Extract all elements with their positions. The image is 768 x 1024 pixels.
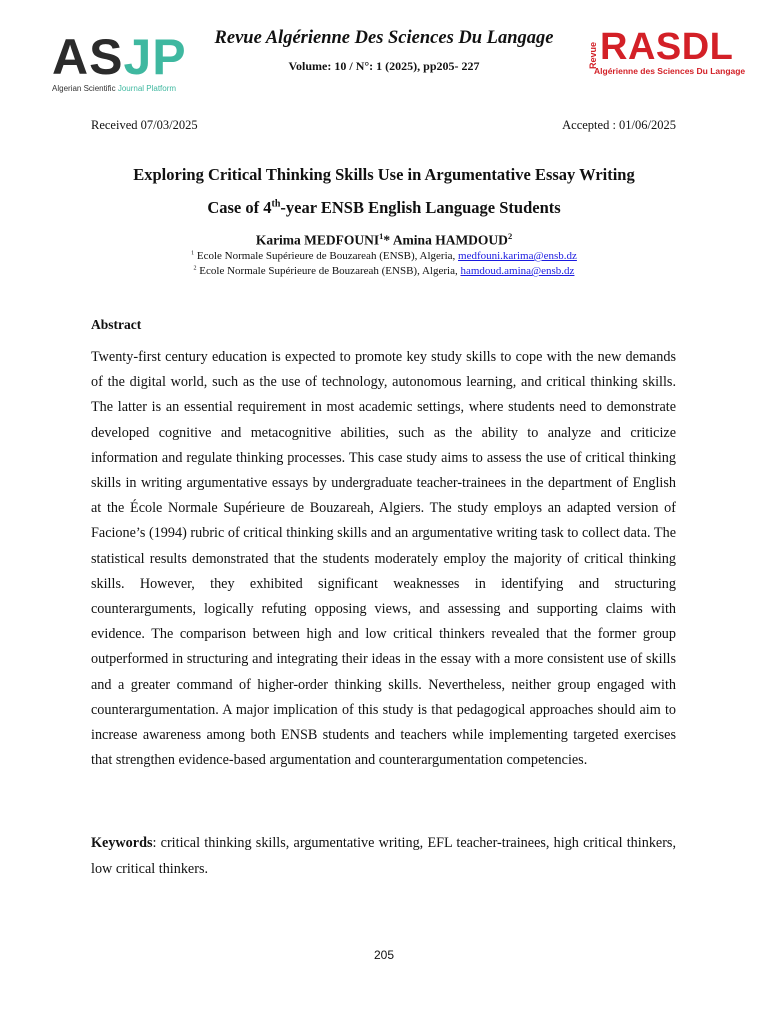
accepted-date: Accepted : 01/06/2025 xyxy=(562,118,676,132)
submission-dates xyxy=(91,118,676,133)
affiliation-1: $^1$ Ecole Normale Supérieure de Bouzareah (ENSB), Algeria, medfouni.karima@ensb.dz xyxy=(191,250,577,262)
rasdl-logo xyxy=(588,26,748,80)
abstract-heading: Abstract xyxy=(91,317,142,332)
abstract-body: Twenty-first century education is expected to promote key study skills to cope with the new demands of the digital world, such as the use of technology, autonomous learning, and critical thinking skills. The latter is an essential requirement in most academic settings, where students need to demonstrate developed cognitive and metacognitive abilities, such as the ability to analyze and criticize information and regulate thinking processes. This case study aims to assess the use of critical thinking skills in writing argumentative essays by undergraduate teacher-trainees in the department of English at the École Normale Supérieure de Bouzareah, Algiers. The study employs an adapted version of Facione’s (1994) rubric of critical thinking skills and an argumentative writing task to collect data. The statistical results demonstrated that the students moderately employ the majority of critical thinking skills. However, they exhibited significant weaknesses in identifying and structuring counterarguments, logically refuting opposing views, and assessing and supporting claims with evidence. The comparison between high and low critical thinkers revealed that the former group outperformed in structuring and integrating their ideas in the essay with a more consistent use of skills and a greater command of higher-order thinking skills. Nevertheless, neither group engaged with counterargumentation. A major implication of this study is that pedagogical approaches should aim to increase awareness among both ENSB students and teachers while implementing targeted exercises that strengthen evidence-based argumentation and counterargumentation competencies. xyxy=(91,349,676,769)
rasdl-logo-subtitle: Algérienne des Sciences Du Langage xyxy=(594,66,746,76)
asjp-logo-letters: ASJP xyxy=(52,29,187,85)
paper-title-line1: Exploring Critical Thinking Skills Use in Argumentative Essay Writing xyxy=(133,165,635,184)
keywords-text: : critical thinking skills, argumentative writing, EFL teacher-trainees, high critical thinkers, low critical thinkers. xyxy=(91,835,676,877)
received-date: Received 07/03/2025 xyxy=(91,118,198,132)
email-link-2[interactable]: hamdoud.amina@ensb.dz xyxy=(460,265,575,277)
paper-title-line2: Case of 4th-year ENSB English Language Students xyxy=(207,198,561,217)
email-link-1[interactable]: medfouni.karima@ensb.dz xyxy=(458,250,577,262)
rasdl-logo-text: RASDL xyxy=(600,26,734,68)
authors: Karima MEDFOUNI$^1$* Amina HAMDOUD$^2$ xyxy=(255,231,513,248)
keywords-label: Keywords xyxy=(91,835,153,851)
affiliation-2: $^2$ Ecole Normale Supérieure de Bouzareah (ENSB), Algeria, hamdoud.amina@ensb.dz xyxy=(193,265,575,277)
asjp-logo xyxy=(52,28,187,96)
journal-volume: Volume: 10 / N°: 1 (2025), pp205- 227 xyxy=(288,59,480,73)
rasdl-logo-vertical: Revue xyxy=(588,41,598,69)
asjp-logo-tagline: Algerian Scientific Journal Platform xyxy=(52,84,177,93)
author-2: Amina HAMDOUD xyxy=(392,232,508,248)
author-1: Karima MEDFOUNI xyxy=(255,232,380,248)
keywords xyxy=(91,830,676,882)
page-number: 205 xyxy=(373,948,395,962)
journal-title: Revue Algérienne Des Sciences Du Langage xyxy=(214,28,554,48)
